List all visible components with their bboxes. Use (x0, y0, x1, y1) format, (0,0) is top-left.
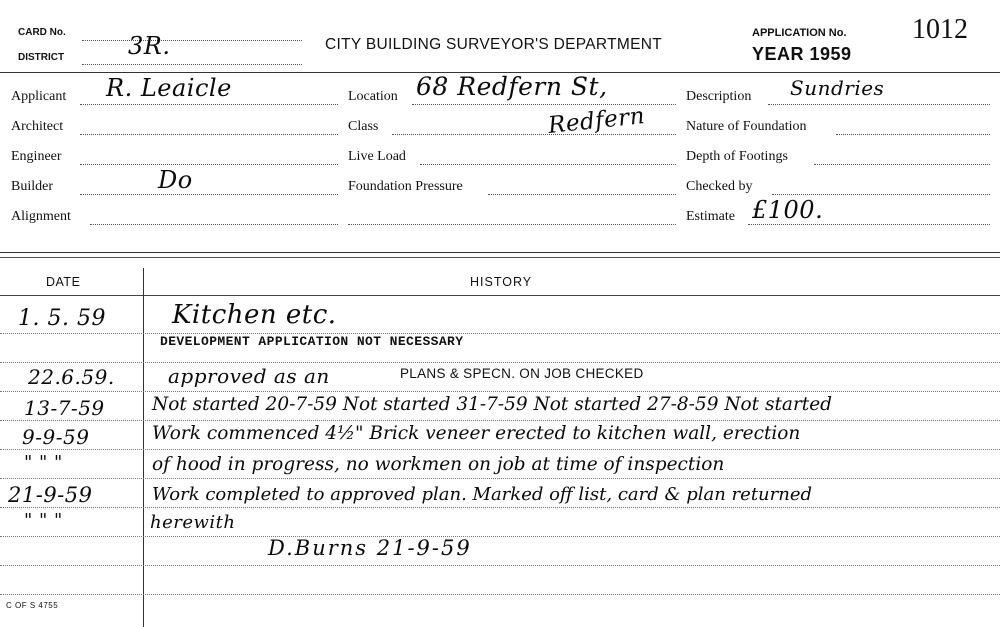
row-history-stamp: PLANS & SPECN. ON JOB CHECKED (400, 366, 644, 381)
row-line (0, 449, 1000, 450)
table-top-divider (0, 252, 1000, 253)
row-history: Work commenced 4½" Brick veneer erected to kitchen wall, erection (152, 423, 801, 444)
row-line (0, 478, 1000, 479)
nature-of-foundation-label: Nature of Foundation (686, 119, 807, 134)
date-column-divider (143, 268, 144, 627)
form-code: C OF S 4755 (6, 601, 59, 610)
location-value-suburb: Redfern (546, 102, 647, 140)
header-row-line (0, 295, 1000, 296)
engineer-line (80, 164, 338, 165)
inspector-signature: D.Burns 21-9-59 (268, 536, 472, 560)
row-date: " " " (24, 510, 63, 531)
application-label: APPLICATION No. (752, 27, 847, 39)
builder-line (80, 194, 338, 195)
row-history: of hood in progress, no workmen on job at time of inspection (152, 454, 725, 475)
checked-by-label: Checked by (686, 179, 753, 194)
row-history: Kitchen etc. (172, 300, 337, 330)
description-label: Description (686, 89, 752, 104)
row-date: 9-9-59 (22, 425, 90, 449)
row-history: Not started 20-7-59 Not started 31-7-59 Not started 27-8-59 Not started (152, 394, 833, 415)
depth-line (814, 164, 990, 165)
history-column-header: HISTORY (470, 275, 533, 289)
row-line (0, 391, 1000, 392)
application-number: 1012 (912, 14, 968, 45)
card-no-line (82, 40, 302, 41)
depth-of-footings-label: Depth of Footings (686, 149, 788, 164)
row-date: 22.6.59. (28, 365, 115, 389)
live-load-label: Live Load (348, 149, 406, 164)
row-date: 21-9-59 (8, 483, 93, 507)
location-value: 68 Redfern St, (416, 72, 608, 101)
builder-label: Builder (11, 179, 53, 194)
date-column-header: DATE (46, 275, 81, 289)
card-no-label: CARD No. (18, 27, 66, 38)
row-line (0, 420, 1000, 421)
col2-blank-line (348, 224, 676, 225)
estimate-line (748, 224, 990, 225)
applicant-line (80, 104, 338, 105)
year-label: YEAR 1959 (752, 44, 852, 64)
class-line (392, 134, 676, 135)
engineer-label: Engineer (11, 149, 62, 164)
district-value: 3R. (128, 32, 171, 60)
nature-line (836, 134, 990, 135)
row-date: 1. 5. 59 (18, 306, 106, 331)
row-line (0, 362, 1000, 363)
row-line (0, 507, 1000, 508)
district-label: DISTRICT (18, 52, 65, 63)
estimate-value: £100. (752, 196, 824, 224)
alignment-line (90, 224, 338, 225)
checked-line (772, 194, 990, 195)
row-line (0, 565, 1000, 566)
live-load-line (420, 164, 676, 165)
applicant-value: R. Leaicle (106, 74, 232, 102)
row-date: " " " (24, 452, 63, 473)
row-line (0, 594, 1000, 595)
description-line (768, 104, 990, 105)
foundation-pressure-label: Foundation Pressure (348, 179, 463, 194)
description-value: Sundries (790, 76, 885, 100)
estimate-label: Estimate (686, 209, 735, 224)
class-label: Class (348, 119, 379, 134)
applicant-label: Applicant (11, 89, 67, 104)
architect-line (80, 134, 338, 135)
row-history: herewith (150, 512, 236, 533)
row-line (0, 333, 1000, 334)
builder-value: Do (158, 166, 193, 194)
row-line (0, 536, 1000, 537)
row-history: Work completed to approved plan. Marked off list, card & plan returned (152, 484, 813, 505)
location-label: Location (348, 89, 398, 104)
row-history: approved as an (168, 364, 330, 388)
alignment-label: Alignment (11, 209, 71, 224)
department-title: CITY BUILDING SURVEYOR'S DEPARTMENT (325, 36, 663, 53)
foundation-pressure-line (488, 194, 676, 195)
table-top-divider-2 (0, 257, 1000, 258)
architect-label: Architect (11, 119, 64, 134)
row-date: 13-7-59 (24, 396, 105, 420)
row-history-stamp: DEVELOPMENT APPLICATION NOT NECESSARY (160, 334, 464, 349)
district-line (82, 64, 302, 65)
